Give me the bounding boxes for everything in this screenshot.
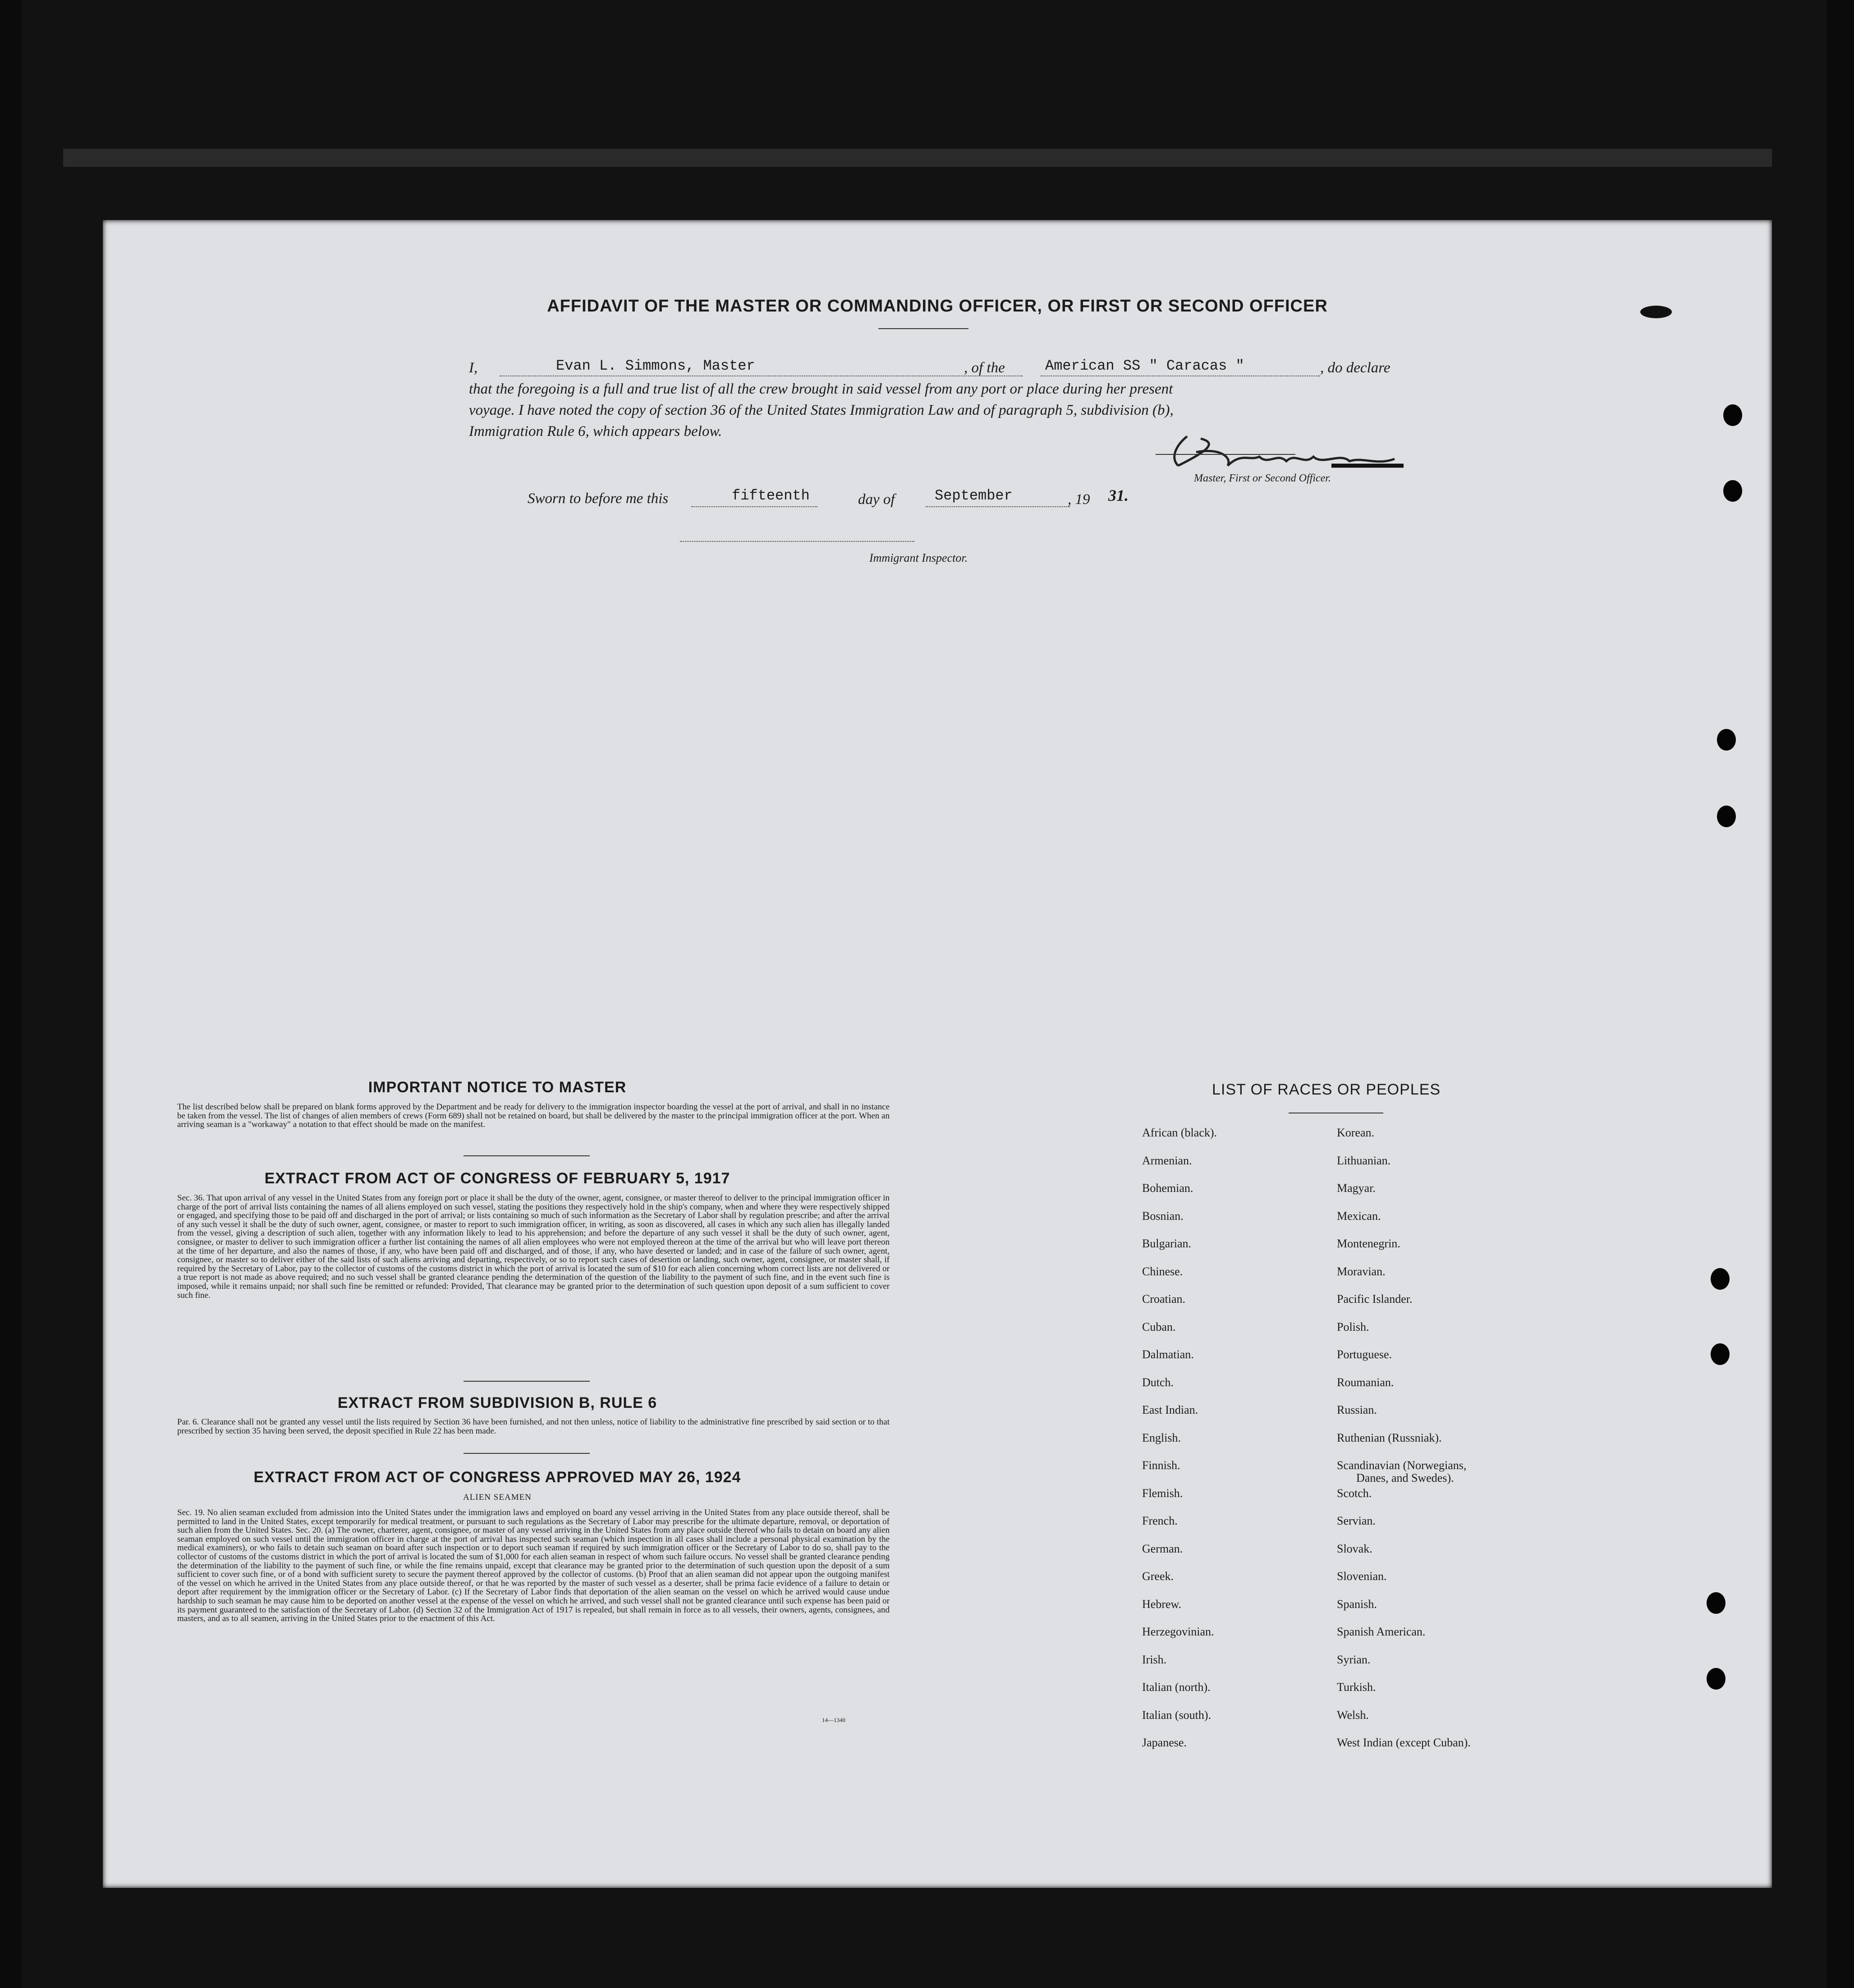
inspector-dotline bbox=[680, 541, 914, 542]
punch-hole bbox=[1711, 1343, 1730, 1365]
vessel-name-field: American SS " Caracas " bbox=[1045, 357, 1244, 374]
affidavit-line3: voyage. I have noted the copy of section 36 of the United States Immigration Law and of paragraph 5, subdivision (b), bbox=[469, 402, 1174, 418]
race-item: Japanese. bbox=[1142, 1736, 1187, 1749]
race-item: Turkish. bbox=[1337, 1681, 1376, 1694]
document-page bbox=[103, 220, 1772, 1888]
punch-hole bbox=[1717, 729, 1736, 751]
race-item: Portuguese. bbox=[1337, 1348, 1392, 1361]
race-item: Bosnian. bbox=[1142, 1209, 1184, 1223]
punch-hole bbox=[1717, 806, 1736, 827]
race-item: Syrian. bbox=[1337, 1653, 1371, 1666]
punch-hole bbox=[1723, 480, 1742, 502]
form-number: 14—1340 bbox=[822, 1717, 845, 1723]
race-item: African (black). bbox=[1142, 1126, 1217, 1139]
race-item: Mexican. bbox=[1337, 1209, 1381, 1223]
ink-smudge bbox=[1640, 306, 1672, 318]
race-item: Moravian. bbox=[1337, 1264, 1386, 1278]
race-item: Scandinavian (Norwegians, bbox=[1337, 1459, 1467, 1472]
race-item: English. bbox=[1142, 1431, 1181, 1444]
race-item: Roumanian. bbox=[1337, 1375, 1394, 1389]
punch-hole bbox=[1707, 1592, 1726, 1614]
race-item: Herzegovinian. bbox=[1142, 1625, 1214, 1638]
notice-rule bbox=[464, 1155, 590, 1156]
sworn-year-prefix: , 19 bbox=[1068, 491, 1090, 508]
day-dotline bbox=[691, 506, 817, 507]
affidavit-line1-suffix: , do declare bbox=[1320, 360, 1390, 376]
race-item: Dalmatian. bbox=[1142, 1348, 1194, 1361]
affidavit-line1-mid: , of the bbox=[964, 360, 1005, 376]
race-item: Irish. bbox=[1142, 1653, 1167, 1666]
film-edge-top bbox=[63, 149, 1772, 167]
race-item: Hebrew. bbox=[1142, 1597, 1182, 1611]
race-item: Croatian. bbox=[1142, 1292, 1186, 1305]
extract-1924-subheading: ALIEN SEAMEN bbox=[463, 1493, 532, 1502]
race-item: Bohemian. bbox=[1142, 1182, 1193, 1195]
punch-hole bbox=[1707, 1668, 1726, 1690]
race-item: Magyar. bbox=[1337, 1182, 1376, 1195]
races-heading: LIST OF RACES OR PEOPLES bbox=[1212, 1081, 1441, 1098]
race-item: Dutch. bbox=[1142, 1375, 1174, 1389]
race-item: Pacific Islander. bbox=[1337, 1292, 1413, 1305]
race-item: Russian. bbox=[1337, 1403, 1377, 1416]
extract-rule6-heading: EXTRACT FROM SUBDIVISION B, RULE 6 bbox=[337, 1394, 657, 1411]
race-item: German. bbox=[1142, 1542, 1183, 1555]
race-item: Danes, and Swedes). bbox=[1356, 1471, 1454, 1484]
notice-heading: IMPORTANT NOTICE TO MASTER bbox=[368, 1079, 627, 1096]
race-item: Cuban. bbox=[1142, 1320, 1176, 1333]
race-item: East Indian. bbox=[1142, 1403, 1198, 1416]
affidavit-line2: that the foregoing is a full and true list of all the crew brought in said vessel from any port or place during her present bbox=[469, 381, 1173, 397]
rule-1917 bbox=[464, 1381, 590, 1382]
affidavit-line1-prefix: I, bbox=[469, 360, 478, 376]
race-item: Finnish. bbox=[1142, 1459, 1180, 1472]
race-item: Polish. bbox=[1337, 1320, 1369, 1333]
race-item: Italian (south). bbox=[1142, 1708, 1212, 1722]
inspector-caption: Immigrant Inspector. bbox=[869, 551, 968, 564]
film-edge-left bbox=[0, 0, 22, 1988]
sworn-month-field: September bbox=[935, 487, 1013, 504]
race-item: Greek. bbox=[1142, 1570, 1174, 1583]
race-item: Montenegrin. bbox=[1337, 1237, 1400, 1250]
master-name-field: Evan L. Simmons, Master bbox=[556, 357, 755, 374]
race-item: Italian (north). bbox=[1142, 1681, 1211, 1694]
extract-1917-text: Sec. 36. That upon arrival of any vessel in the United States from any foreign port or place it shall be the duty of the owner, agent, consignee, or master thereof to deliver to the principal immigration officer in charge of the port of arrival lists containing the names of all aliens employed on such vessel, stating the positions they respectively hold in the ship's company, when and where they were respectively shipped or engaged, and specifying those to be paid off and discharged in the port of arrival; or lists containing so much of such information as the Secretary of Labor shall by regulation prescribe; and after the arrival of any such vessel it shall be the duty of such owner, agent, consignee, or master to report to such immigration officer, in writing, as soon as discovered, all cases in which any such alien has illegally landed from the vessel, giving a description of such alien, together with any information likely to lead to his apprehension; and before the departure of any such vessel it shall be the duty of such owner, agent, consignee, or master to deliver to such immigration officer a further list containing the names of all alien employees who were not employed thereon at the time of the arrival but who will leave port thereon at the time of her departure, and also the names of those, if any, who have been paid off and discharged, and of those, if any, who have deserted or landed; and in case of the failure of such owner, agent, consignee, or master so to deliver either of the said lists of such aliens arriving and departing, respectively, or so to report such cases of desertion or landing, such owner, agent, consignee, or master shall, if required by the Secretary of Labor, pay to the collector of customs of the customs district in which the port of arrival is located the sum of $10 for each alien concerning whom correct lists are not delivered or a true report is not made as above required; and no such vessel shall be granted clearance pending the determination of the question of the liability to the payment of such fine, and in the event such fine is imposed, while it remains unpaid; nor shall such fine be remitted or refunded: Provided, That clearance may be granted prior to the determination of such question upon deposit of a sum sufficient to cover such fine. bbox=[177, 1193, 890, 1300]
notice-text: The list described below shall be prepared on blank forms approved by the Department and be ready for delivery to the immigration inspector boarding the vessel at the port of arrival, and shall in no instance be taken from the vessel. The list of changes of alien members of crews (Form 689) shall not be retained on board, but shall be delivered by the master to the principal immigration officer at the port. When an arriving seaman is a "workaway" a notation to that effect should be made on the manifest. bbox=[177, 1102, 890, 1130]
extract-1924-heading: EXTRACT FROM ACT OF CONGRESS APPROVED MAY 26, 1924 bbox=[253, 1469, 741, 1486]
race-item: Slovak. bbox=[1337, 1542, 1372, 1555]
signature-caption: Master, First or Second Officer. bbox=[1194, 472, 1331, 484]
affidavit-line4: Immigration Rule 6, which appears below. bbox=[469, 423, 722, 440]
race-item: Armenian. bbox=[1142, 1154, 1192, 1167]
extract-1917-heading: EXTRACT FROM ACT OF CONGRESS OF FEBRUARY 5, 1917 bbox=[264, 1170, 730, 1187]
sworn-day-field: fifteenth bbox=[732, 487, 810, 504]
race-item: Spanish. bbox=[1337, 1597, 1377, 1611]
race-item: West Indian (except Cuban). bbox=[1337, 1736, 1471, 1749]
sworn-prefix: Sworn to before me this bbox=[528, 490, 669, 507]
title-rule bbox=[878, 328, 968, 329]
race-item: Servian. bbox=[1337, 1514, 1376, 1527]
race-item: Bulgarian. bbox=[1142, 1237, 1192, 1250]
sworn-year-field: 31. bbox=[1108, 486, 1129, 504]
punch-hole bbox=[1723, 404, 1742, 426]
race-item: Slovenian. bbox=[1337, 1570, 1387, 1583]
affidavit-title: AFFIDAVIT OF THE MASTER OR COMMANDING OFFICER, OR FIRST OR SECOND OFFICER bbox=[547, 297, 1328, 316]
race-item: Flemish. bbox=[1142, 1486, 1183, 1500]
extract-rule6-text: Par. 6. Clearance shall not be granted any vessel until the lists required by Section 36 have been furnished, and not then unless, notice of liability to the administrative fine prescribed by said section or to that prescribed by section 35 having been served, the deposit specified in Rule 22 has been made. bbox=[177, 1417, 890, 1436]
month-dotline bbox=[926, 506, 1070, 507]
race-item: Chinese. bbox=[1142, 1264, 1183, 1278]
extract-1924-text: Sec. 19. No alien seaman excluded from admission into the United States under the immigration laws and employed on board any vessel arriving in the United States from any place outside thereof, shall be permitted to land in the United States, except temporarily for medical treatment, or pursuant to such regulations as the Secretary of Labor may prescribe for the ultimate departure, removal, or deportation of such alien from the United States. Sec. 20. (a) The owner, charterer, agent, consignee, or master of any vessel arriving in the United States from any place outside thereof who fails to detain on board any alien seaman employed on such vessel until the immigration officer in charge at the port of arrival has inspected such seaman (which inspection in all cases shall include a personal physical examination by the medical examiners), or who fails to detain such seaman on board after such inspection or to deport such seaman if required by such immigration officer or the Secretary of Labor to do so, shall pay to the collector of customs of the customs district in which the port of arrival is located the sum of $1,000 for each alien seaman in respect of whom such failure occurs. No vessel shall be granted clearance pending the determination of the liability to the payment of such fine, or while the fine remains unpaid, except that clearance may be granted prior to the determination of such question upon the deposit of a sum sufficient to cover such fine, or of a bond with sufficient surety to secure the payment thereof approved by the collector of customs. (b) Proof that an alien seaman did not appear upon the outgoing manifest of the vessel on which he arrived in the United States from any place outside thereof, or that he was reported by the master of such vessel as a deserter, shall be prima facie evidence of a failure to detain or deport after requirement by the immigration officer or the Secretary of Labor. (c) If the Secretary of Labor finds that deportation of the alien seaman on the vessel on which he arrived would cause undue hardship to such seaman he may cause him to be deported on another vessel at the expense of the vessel on which he arrived, and such vessel shall not be granted clearance until such expense has been paid or its payment guaranteed to the satisfaction of the Secretary of Labor. (d) Section 32 of the Immigration Act of 1917 is repealed, but shall remain in force as to all vessels, their owners, agents, consignees, and masters, and as to all seamen, arriving in the United States prior to the enactment of this Act. bbox=[177, 1508, 890, 1624]
rule-rule6 bbox=[464, 1453, 590, 1454]
race-item: Korean. bbox=[1337, 1126, 1375, 1139]
race-item: Spanish American. bbox=[1337, 1625, 1426, 1638]
sworn-day-of: day of bbox=[858, 491, 895, 508]
race-item: Welsh. bbox=[1337, 1708, 1369, 1722]
race-item: Ruthenian (Russniak). bbox=[1337, 1431, 1442, 1444]
film-edge-right bbox=[1827, 0, 1854, 1988]
race-item: Lithuanian. bbox=[1337, 1154, 1391, 1167]
race-item: Scotch. bbox=[1337, 1486, 1372, 1500]
race-item: French. bbox=[1142, 1514, 1178, 1527]
punch-hole bbox=[1711, 1268, 1730, 1290]
